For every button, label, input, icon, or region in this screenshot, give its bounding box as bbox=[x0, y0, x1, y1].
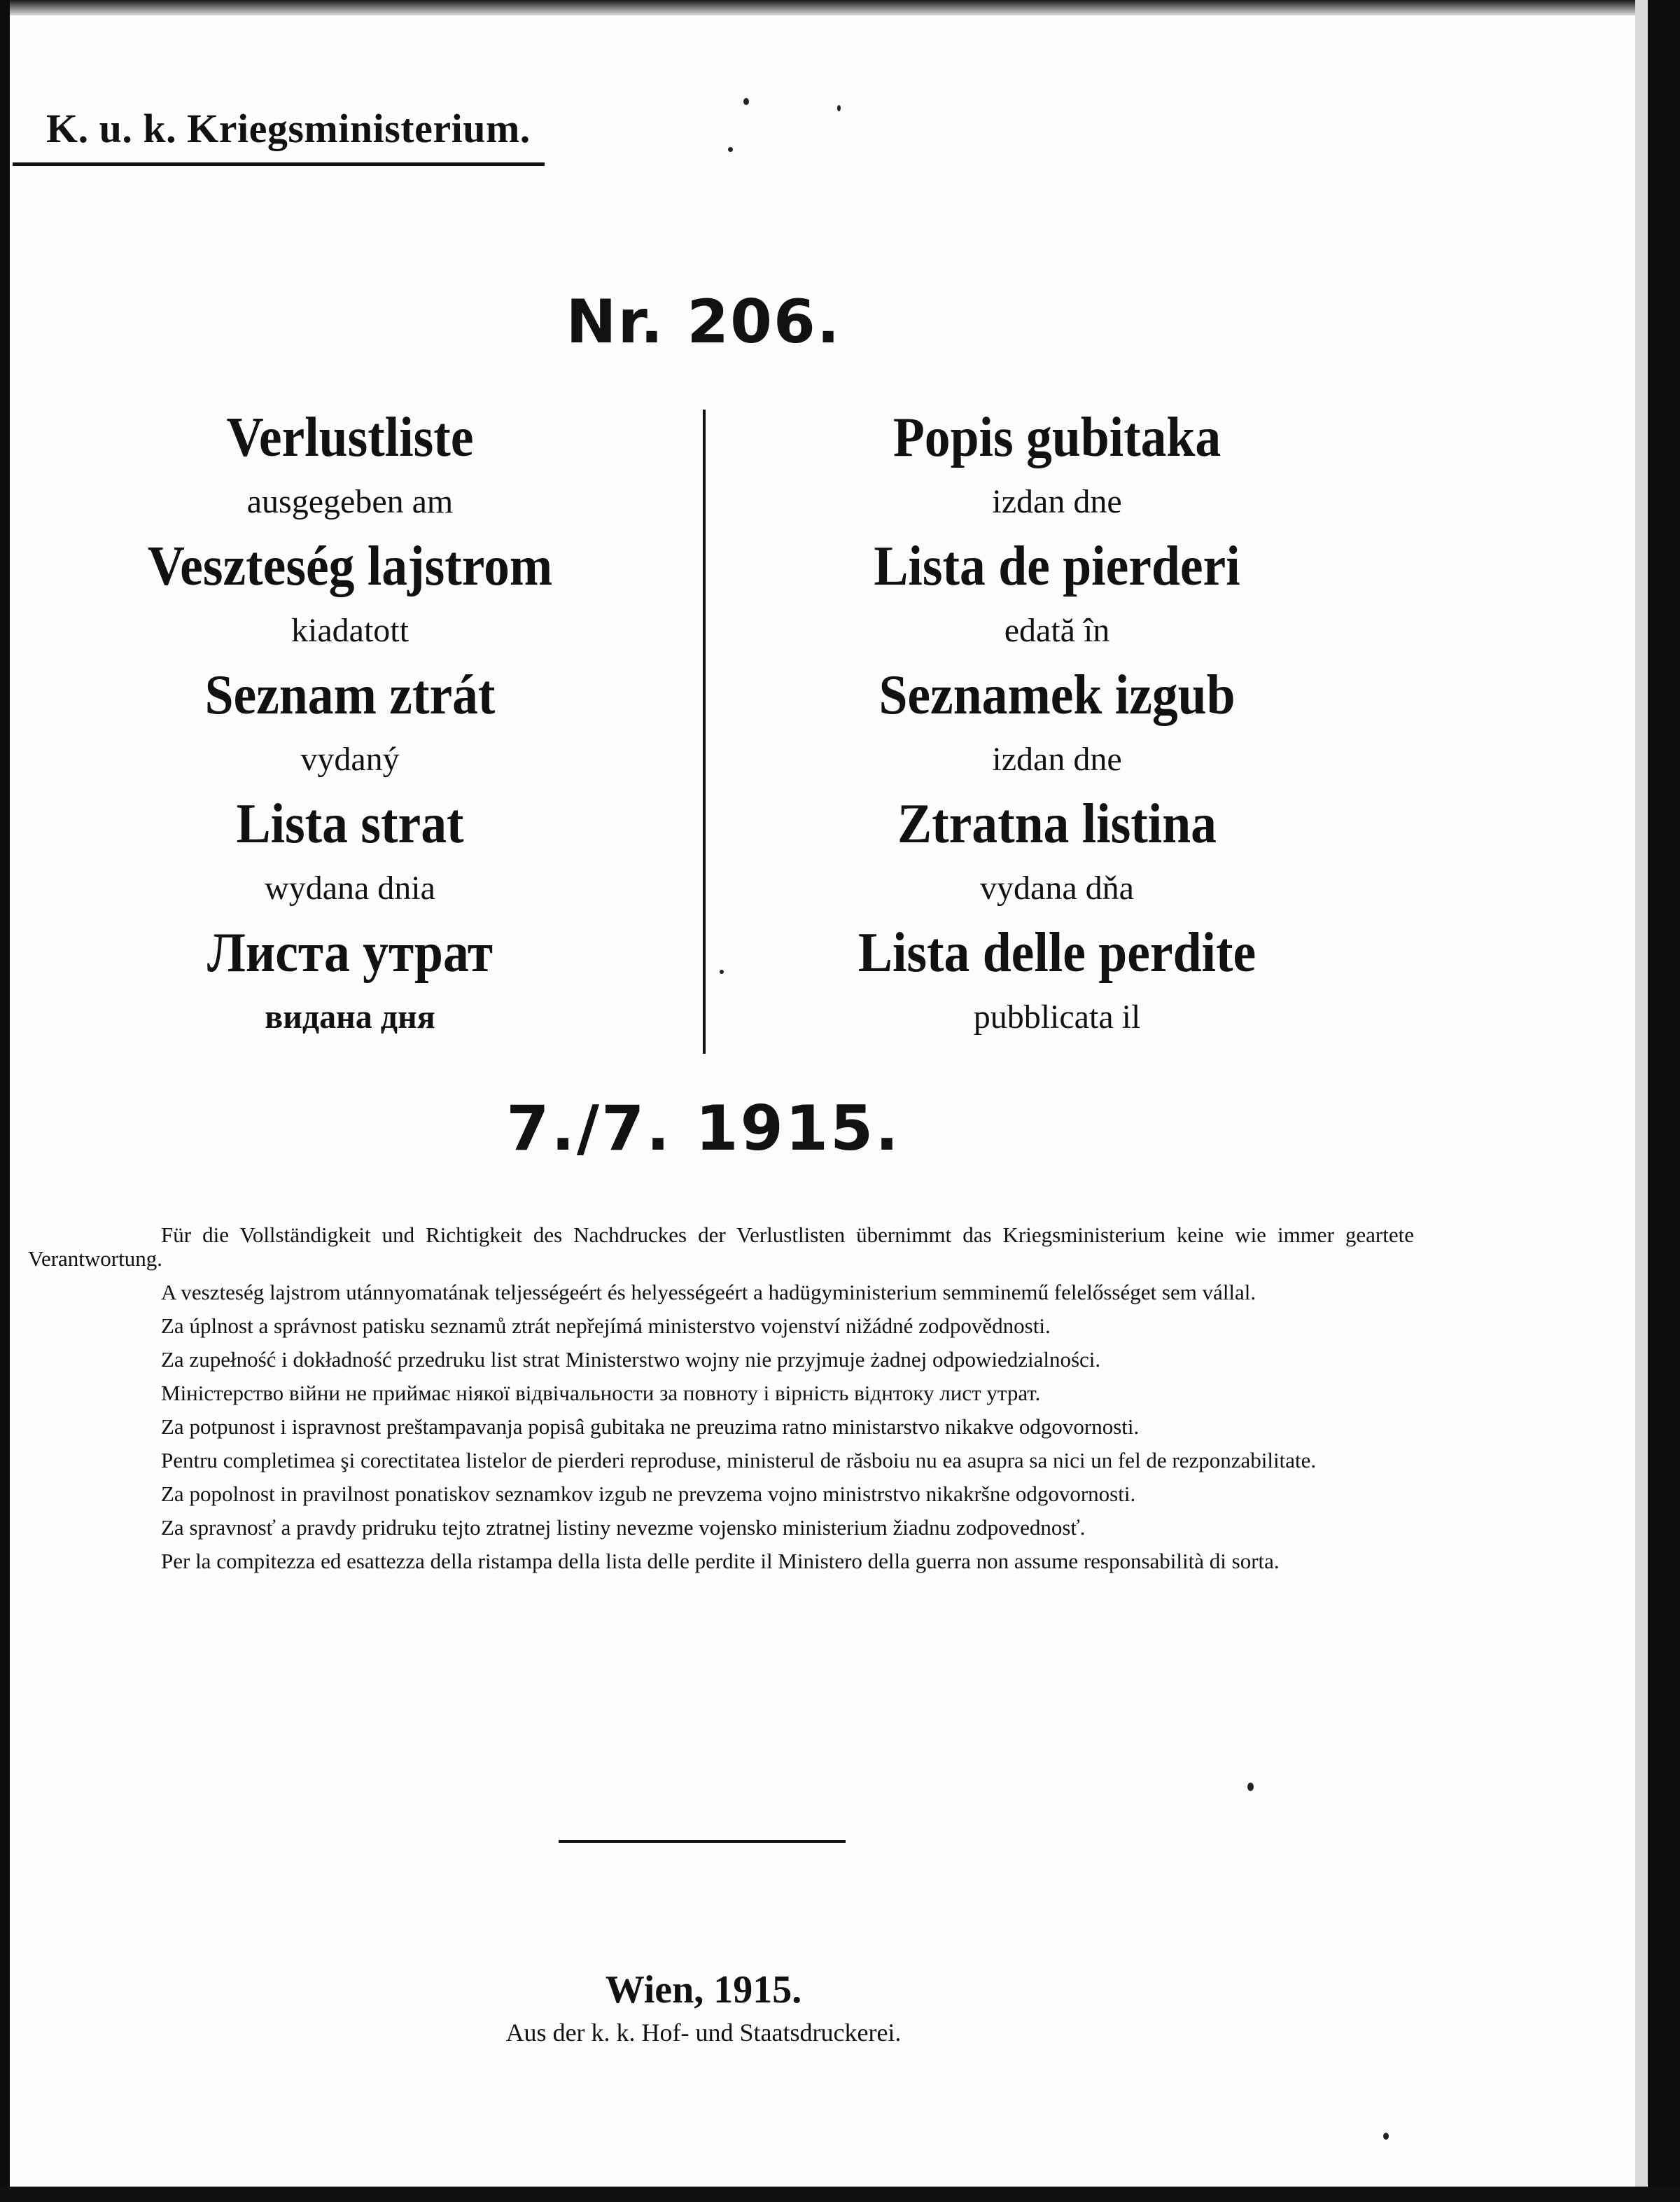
list-subtitle: ausgegeben am bbox=[246, 483, 454, 520]
list-title: Veszteség lajstrom bbox=[147, 536, 553, 597]
print-speck bbox=[1383, 2133, 1389, 2140]
disclaimer-paragraph: Міністерство війни не приймає ніякої відвічальности за повноту і вірність віднтоку лист утрат. bbox=[161, 1381, 1041, 1405]
scan-edge-right-shadow bbox=[1635, 0, 1648, 2202]
issue-number: Nr. 206. bbox=[566, 287, 841, 357]
header-rule bbox=[13, 162, 545, 166]
printer-imprint: Aus der k. k. Hof- und Staatsdruckerei. bbox=[505, 2019, 902, 2047]
list-title: Seznam ztrát bbox=[204, 664, 496, 726]
right-language-column bbox=[742, 403, 1372, 1047]
disclaimer-paragraph: Za zupełność i dokładność przedruku list strat Ministerstwo wojny nie przyjmuje żadnej odpowiedzialności. bbox=[161, 1347, 1101, 1372]
disclaimer-paragraph: A veszteség lajstrom utánnyomatának teljességeért és helyességeért a hadügyministerium semminemű felelősséget sem vállal. bbox=[161, 1280, 1256, 1304]
print-speck bbox=[1247, 1783, 1254, 1791]
list-title: Seznamek izgub bbox=[878, 664, 1236, 726]
scan-edge-right bbox=[1648, 0, 1680, 2202]
disclaimer-paragraph: Za úplnost a správnost patisku seznamů ztrát nepřejímá ministerstvo vojenství nižádné zodpovědnosti. bbox=[161, 1313, 1051, 1338]
ministry-header: K. u. k. Kriegsministerium. bbox=[46, 106, 531, 151]
disclaimer-paragraph: Pentru completimea şi corectitatea listelor de pierderi reproduse, ministerul de răsboiu nu ea asupra sa nici un fel de rezponzabilitate. bbox=[161, 1448, 1317, 1472]
list-title: Ztratna listina bbox=[897, 793, 1217, 855]
disclaimer-paragraph: Für die Vollständigkeit und Richtigkeit des Nachdruckes der Verlustlisten übernimmt das Kriegsministerium keine wie immer geartete Verantwortung. bbox=[28, 1222, 1414, 1271]
disclaimer-block bbox=[28, 1223, 1414, 1583]
print-speck bbox=[720, 970, 724, 974]
list-subtitle: edată în bbox=[1004, 612, 1110, 649]
print-speck bbox=[743, 98, 749, 105]
list-title: Листа утрат bbox=[206, 922, 493, 984]
print-speck bbox=[837, 105, 841, 111]
list-title: Lista de pierderi bbox=[874, 536, 1240, 597]
disclaimer-paragraph: Za potpunost i ispravnost preštampavanja popisâ gubitaka ne preuzima ratno ministarstvo nikakve odgovornosti. bbox=[161, 1414, 1140, 1439]
list-subtitle: kiadatott bbox=[291, 612, 409, 649]
list-title: Popis gubitaka bbox=[892, 407, 1222, 468]
list-title: Verlustliste bbox=[226, 407, 474, 468]
list-subtitle: vydaný bbox=[300, 741, 400, 778]
list-title: Lista strat bbox=[236, 793, 464, 855]
disclaimer-paragraph: Za popolnost in pravilnost ponatiskov seznamkov izgub ne prevzema vojno ministrstvo nikakršne odgovornosti. bbox=[161, 1482, 1136, 1506]
list-subtitle: izdan dne bbox=[992, 741, 1122, 778]
disclaimer-paragraph: Za spravnosť a pravdy pridruku tejto ztratnej listiny nevezme vojensko ministerium žiadnu zodpovednosť. bbox=[161, 1515, 1086, 1540]
publication-place-year: Wien, 1915. bbox=[605, 1968, 802, 2012]
disclaimer-paragraph: Per la compitezza ed esattezza della ristampa della lista delle perdite il Ministero della guerra non assume responsabilità di sorta. bbox=[161, 1549, 1280, 1573]
issue-date: 7./7. 1915. bbox=[506, 1092, 901, 1164]
print-speck bbox=[728, 147, 733, 152]
list-title: Lista delle perdite bbox=[858, 922, 1256, 984]
list-subtitle: wydana dnia bbox=[265, 870, 435, 907]
list-subtitle: видана дня bbox=[265, 998, 435, 1036]
left-language-column bbox=[35, 403, 665, 1047]
column-divider bbox=[703, 410, 706, 1054]
list-subtitle: vydana dňa bbox=[980, 870, 1134, 907]
scan-edge-bottom bbox=[0, 2187, 1680, 2202]
list-subtitle: pubblicata il bbox=[973, 998, 1141, 1036]
list-subtitle: izdan dne bbox=[992, 483, 1122, 520]
scan-edge-top bbox=[0, 0, 1680, 15]
separator-rule bbox=[559, 1840, 846, 1843]
